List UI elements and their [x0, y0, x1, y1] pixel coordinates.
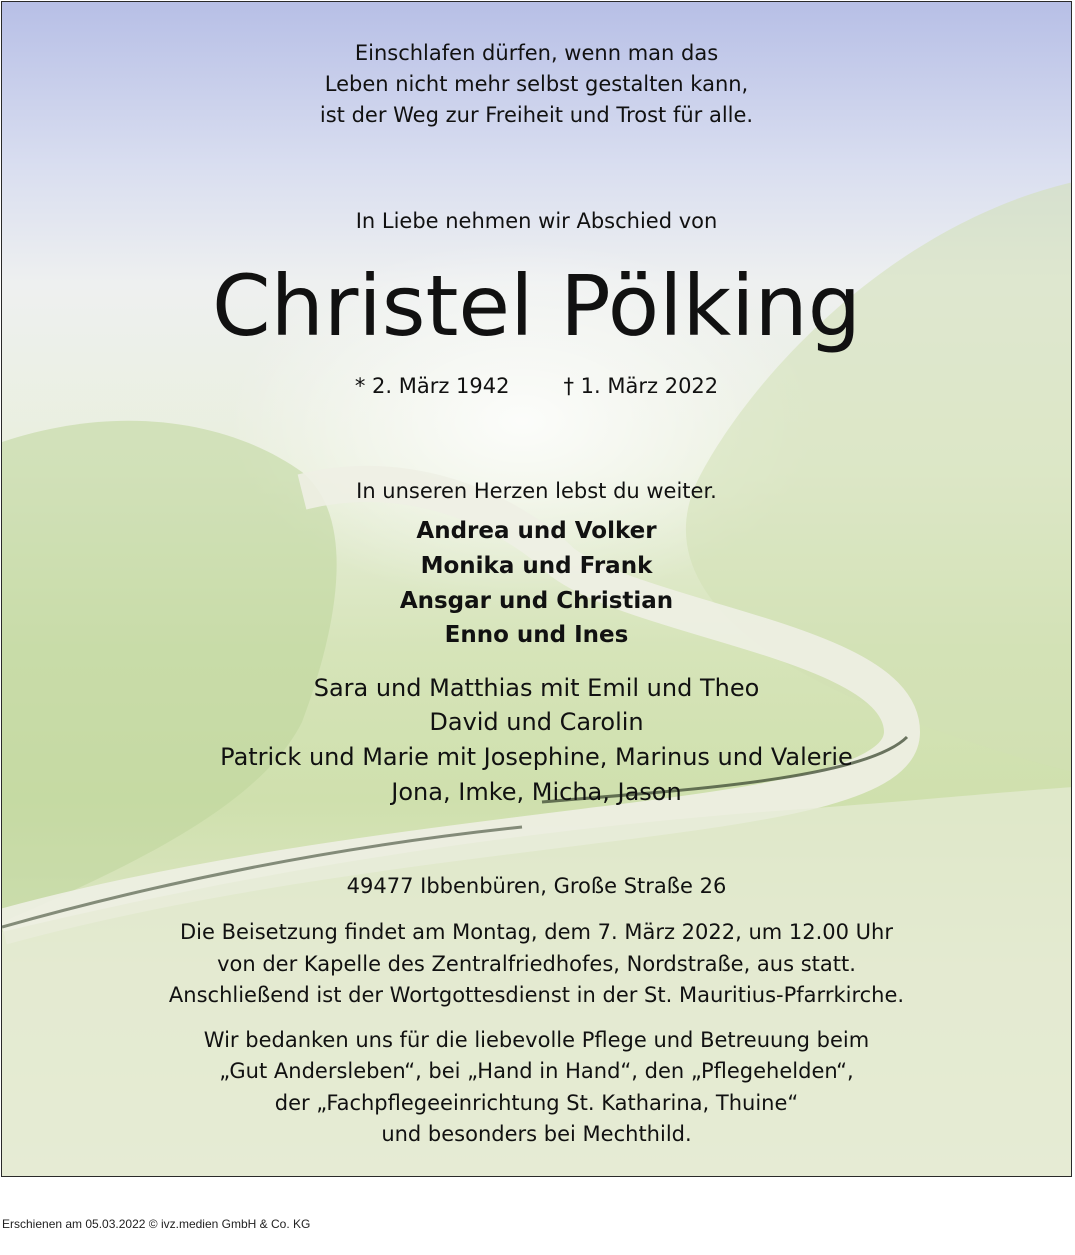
publication-footer: Erschienen am 05.03.2022 © ivz.medien GmbH & Co. KG — [2, 1217, 311, 1231]
obituary-content — [2, 2, 1071, 1176]
mourner-grandchildren-2: David und Carolin — [429, 708, 644, 736]
thanks-line-2: „Gut Andersleben“, bei „Hand in Hand“, den „Pflegehelden“, — [219, 1059, 854, 1083]
intro-text: In Liebe nehmen wir Abschied von — [355, 209, 718, 233]
death-date: † 1. März 2022 — [563, 374, 719, 398]
funeral-line-3: Anschließend ist der Wortgottesdienst in der St. Mauritius-Pfarrkirche. — [168, 983, 905, 1007]
farewell-text: In unseren Herzen lebst du weiter. — [356, 479, 717, 503]
funeral-line-2: von der Kapelle des Zentralfriedhofes, Nordstraße, aus statt. — [217, 952, 856, 976]
quote-line-1: Einschlafen dürfen, wenn man das — [354, 41, 719, 65]
mourner-child-4: Enno und Ines — [444, 622, 629, 648]
birth-date: * 2. März 1942 — [354, 374, 510, 398]
funeral-line-1: Die Beisetzung findet am Montag, dem 7. März 2022, um 12.00 Uhr — [179, 920, 893, 944]
mourner-grandchildren-3: Patrick und Marie mit Josephine, Marinus und Valerie — [220, 743, 853, 771]
mourner-child-2: Monika und Frank — [420, 553, 653, 579]
mourner-grandchildren-4: Jona, Imke, Micha, Jason — [391, 778, 682, 806]
mourning-address: 49477 Ibbenbüren, Große Straße 26 — [346, 874, 727, 898]
life-dates — [2, 374, 1071, 398]
obituary-card — [1, 1, 1072, 1177]
thanks-line-3: der „Fachpflegeeinrichtung St. Katharina, Thuine“ — [274, 1091, 799, 1115]
thanks-line-4: und besonders bei Mechthild. — [381, 1122, 692, 1146]
quote-line-3: ist der Weg zur Freiheit und Trost für alle. — [319, 103, 754, 127]
deceased-name: Christel Pölking — [211, 257, 862, 355]
thanks-line-1: Wir bedanken uns für die liebevolle Pflege und Betreuung beim — [203, 1028, 870, 1052]
quote-line-2: Leben nicht mehr selbst gestalten kann, — [324, 72, 749, 96]
mourner-child-3: Ansgar und Christian — [399, 588, 674, 614]
mourner-grandchildren-1: Sara und Matthias mit Emil und Theo — [313, 674, 760, 702]
mourner-child-1: Andrea und Volker — [416, 518, 657, 544]
